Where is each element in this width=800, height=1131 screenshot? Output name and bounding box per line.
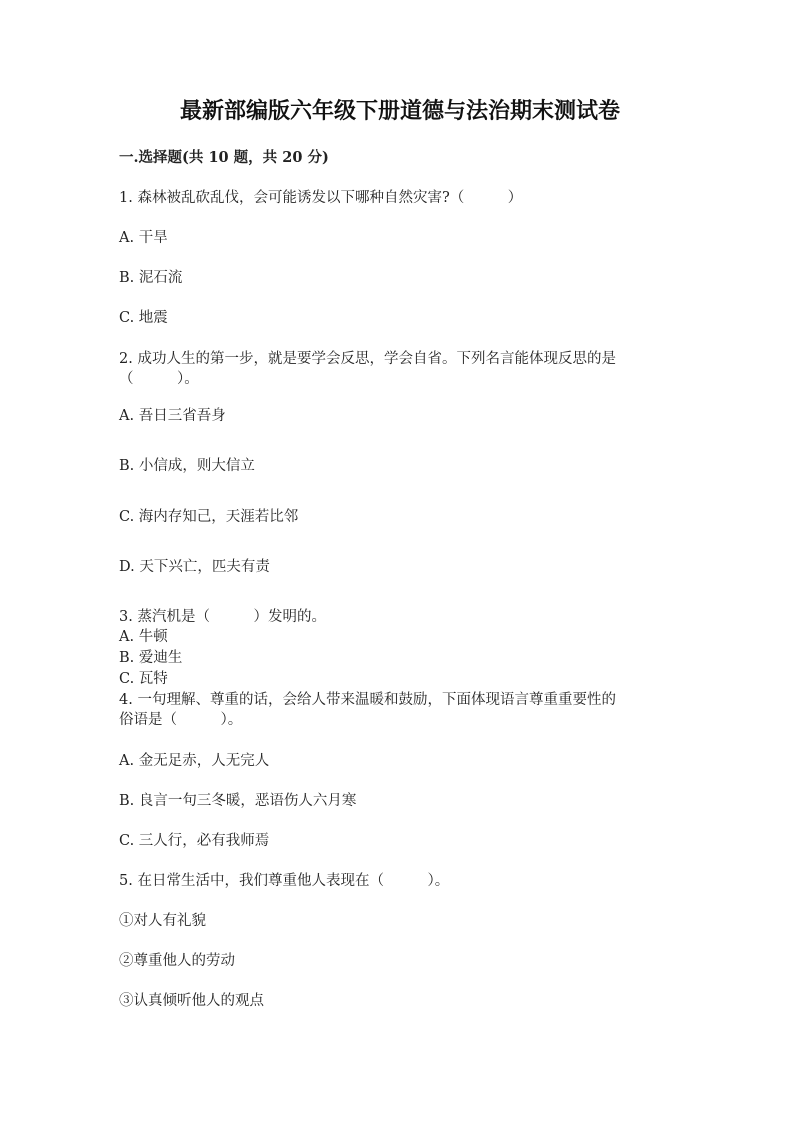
question-5-option-1: ①对人有礼貌 — [119, 913, 206, 929]
question-4-option-a: A. 金无足赤，人无完人 — [119, 753, 270, 769]
question-5-option-3: ③认真倾听他人的观点 — [119, 993, 264, 1009]
question-2-option-b: B. 小信成，则大信立 — [119, 458, 255, 474]
question-2-option-d: D. 天下兴亡，匹夫有责 — [119, 559, 270, 575]
section-heading: 一.选择题(共 10 题，共 20 分) — [119, 149, 329, 166]
question-3-option-a: A. 牛顿 — [119, 629, 168, 645]
question-3-stem: 3. 蒸汽机是（ ）发明的。 — [119, 609, 326, 625]
question-4-stem-line-1: 4. 一句理解、尊重的话，会给人带来温暖和鼓励，下面体现语言尊重重要性的 — [119, 692, 616, 708]
question-1-option-b: B. 泥石流 — [119, 270, 183, 286]
question-2-option-a: A. 吾日三省吾身 — [119, 408, 226, 424]
question-5-stem: 5. 在日常生活中，我们尊重他人表现在（ ）。 — [119, 873, 450, 889]
question-1-option-a: A. 干旱 — [119, 230, 168, 246]
question-1-stem: 1. 森林被乱砍乱伐，会可能诱发以下哪种自然灾害?（ ） — [119, 190, 523, 206]
page-title: 最新部编版六年级下册道德与法治期末测试卷 — [179, 98, 620, 124]
question-4-option-c: C. 三人行，必有我师焉 — [119, 833, 270, 849]
question-3-option-b: B. 爱迪生 — [119, 650, 183, 666]
question-3-option-c: C. 瓦特 — [119, 671, 168, 687]
question-2-stem-line-1: 2. 成功人生的第一步，就是要学会反思，学会自省。下列名言能体现反思的是 — [119, 351, 616, 367]
question-2-option-c: C. 海内存知己，天涯若比邻 — [119, 509, 299, 525]
question-4-option-b: B. 良言一句三冬暖，恶语伤人六月寒 — [119, 793, 357, 809]
question-2-stem-line-2: （ ）。 — [119, 371, 199, 387]
question-4-stem-line-2: 俗语是（ ）。 — [119, 712, 243, 728]
question-1-option-c: C. 地震 — [119, 310, 168, 326]
question-5-option-2: ②尊重他人的劳动 — [119, 953, 235, 969]
